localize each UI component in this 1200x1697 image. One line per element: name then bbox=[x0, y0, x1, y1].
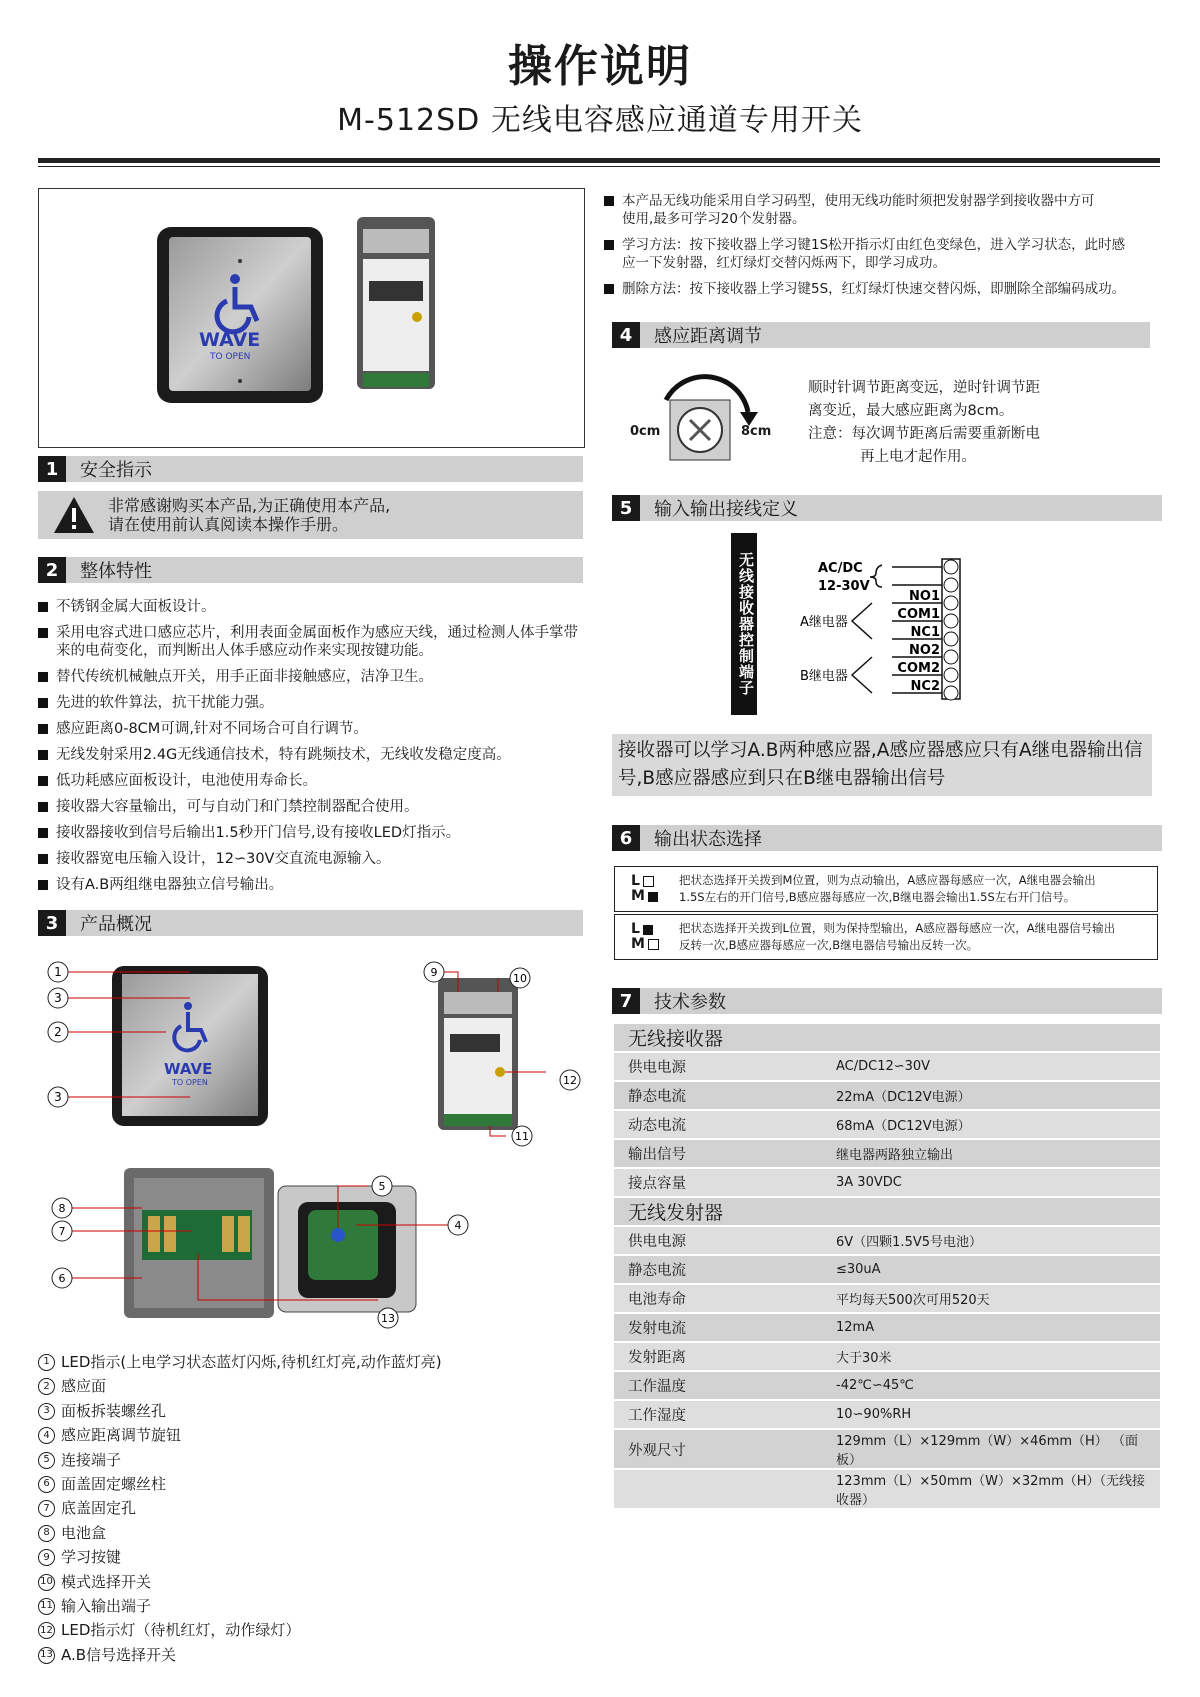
mode-m-line-1: 把状态选择开关拨到M位置，则为点动输出，A感应器每感应一次，A继电器会输出 bbox=[679, 873, 1096, 887]
table-row: 供电电源 6V（四颗1.5V5号电池） bbox=[614, 1226, 1160, 1255]
note-label: 注意： bbox=[808, 426, 852, 442]
distance-description bbox=[808, 377, 1040, 469]
features-list bbox=[38, 598, 583, 902]
table-row: 静态电流 22mA（DC12V电源） bbox=[614, 1081, 1160, 1110]
relay-note: 接收器可以学习A.B两种感应器,A感应器感应只有A继电器输出信号,B感应器感应到只在B继电器输出信号 bbox=[612, 734, 1152, 796]
svg-text:B继电器: B继电器 bbox=[800, 669, 848, 684]
list-item: 设有A.B两组继电器独立信号输出。 bbox=[38, 876, 583, 894]
section-title: 输入输出接线定义 bbox=[654, 499, 798, 520]
distance-line-2: 离变近，最大感应距离为8cm。 bbox=[808, 403, 1014, 419]
section-number: 5 bbox=[612, 495, 640, 521]
section-title: 安全指示 bbox=[80, 460, 152, 481]
note-line-1: 每次调节距离后需要重新断电 bbox=[851, 426, 1040, 442]
table-row: 供电电源 AC/DC12∽30V bbox=[614, 1052, 1160, 1081]
list-item: 删除方法：按下接收器上学习键5S，红灯绿灯快速交替闪烁，即删除全部编码成功。 bbox=[604, 280, 1164, 298]
overview-illustration bbox=[38, 950, 583, 1330]
list-item: 1 LED指示(上电学习状态蓝灯闪烁,待机红灯亮,动作蓝灯亮) bbox=[38, 1350, 583, 1374]
svg-text:3: 3 bbox=[54, 991, 62, 1005]
distance-knob-diagram bbox=[624, 360, 774, 470]
list-item: 3 面板拆装螺丝孔 bbox=[38, 1399, 583, 1423]
table-row: 电池寿命 平均每天500次可用520天 bbox=[614, 1284, 1160, 1313]
header-rule bbox=[38, 158, 1160, 163]
page-title: 操作说明 bbox=[508, 41, 692, 92]
section-number: 2 bbox=[38, 557, 66, 583]
list-item: 学习方法：按下接收器上学习键1S松开指示灯由红色变绿色，进入学习状态，此时感应一下发射器，红灯绿灯交替闪烁两下，即学习成功。 bbox=[604, 236, 1164, 272]
table-row: 123mm（L）×50mm（W）×32mm（H）（无线接收器） bbox=[614, 1469, 1160, 1509]
header-rule-thin bbox=[38, 166, 1160, 167]
table-row: 工作湿度 10∽90%RH bbox=[614, 1400, 1160, 1429]
table-row: 发射电流 12mA bbox=[614, 1313, 1160, 1342]
section-title: 整体特性 bbox=[80, 561, 152, 582]
table-row: 静态电流 ≤30uA bbox=[614, 1255, 1160, 1284]
list-item: 不锈钢金属大面板设计。 bbox=[38, 598, 583, 616]
safety-warning bbox=[38, 491, 583, 539]
svg-text:12: 12 bbox=[563, 1074, 577, 1087]
product-photo-illustration bbox=[39, 189, 584, 447]
overview-toopen-text: TO OPEN bbox=[172, 1078, 208, 1087]
learning-notes bbox=[604, 192, 1164, 306]
section-number: 1 bbox=[38, 456, 66, 482]
spec-table bbox=[614, 1024, 1160, 1510]
svg-text:5: 5 bbox=[378, 1180, 386, 1193]
warning-icon bbox=[52, 495, 96, 535]
svg-text:A继电器: A继电器 bbox=[800, 615, 848, 630]
svg-text:NO2: NO2 bbox=[909, 643, 940, 658]
mode-l-line-2: 反转一次,B感应器每感应一次,B继电器信号输出反转一次。 bbox=[679, 938, 979, 952]
list-item: 低功耗感应面板设计，电池使用寿命长。 bbox=[38, 772, 583, 790]
table-row: 发射距离 大于30米 bbox=[614, 1342, 1160, 1371]
list-item: 采用电容式进口感应芯片，利用表面金属面板作为感应天线，通过检测人体手掌带来的电荷变化，而判断出人体手感应动作来实现按键功能。 bbox=[38, 624, 583, 660]
mode-l-line-1: 把状态选择开关拨到L位置，则为保持型输出，A感应器每感应一次，A继电器信号输出 bbox=[679, 921, 1116, 935]
svg-text:9: 9 bbox=[430, 966, 438, 979]
list-item: 12 LED指示灯（待机红灯，动作绿灯） bbox=[38, 1618, 583, 1642]
warning-line-1: 非常感谢购买本产品,为正确使用本产品, bbox=[108, 496, 391, 515]
svg-text:COM1: COM1 bbox=[897, 607, 940, 622]
mode-m-line-2: 1.5S左右的开门信号,B感应器每感应一次,B继电器会输出1.5S左右开门信号。 bbox=[679, 890, 1076, 904]
svg-text:NC2: NC2 bbox=[910, 679, 940, 694]
svg-text:AC/DC: AC/DC bbox=[818, 561, 863, 576]
section-number: 6 bbox=[612, 825, 640, 851]
section-title: 产品概况 bbox=[80, 914, 152, 935]
svg-text:6: 6 bbox=[58, 1272, 66, 1285]
switch-m-icon: L M bbox=[615, 874, 679, 904]
list-item: 4 感应距离调节旋钮 bbox=[38, 1423, 583, 1447]
list-item: 5 连接端子 bbox=[38, 1448, 583, 1472]
section-3-header bbox=[38, 910, 583, 936]
section-number: 7 bbox=[612, 988, 640, 1014]
overview-wave-text: WAVE bbox=[164, 1060, 213, 1078]
list-item: 7 底盖固定孔 bbox=[38, 1496, 583, 1520]
table-row: 动态电流 68mA（DC12V电源） bbox=[614, 1110, 1160, 1139]
svg-text:NO1: NO1 bbox=[909, 589, 940, 604]
product-photo bbox=[38, 188, 585, 448]
list-item: 本产品无线功能采用自学习码型，使用无线功能时须把发射器学到接收器中方可使用,最多可学习20个发射器。 bbox=[604, 192, 1164, 228]
wiring-diagram bbox=[780, 555, 980, 717]
parts-legend bbox=[38, 1350, 583, 1667]
svg-text:11: 11 bbox=[515, 1130, 529, 1143]
table-row: 输出信号 继电器两路独立输出 bbox=[614, 1139, 1160, 1168]
list-item: 10 模式选择开关 bbox=[38, 1570, 583, 1594]
page-subtitle: M-512SD 无线电容感应通道专用开关 bbox=[337, 103, 863, 138]
svg-text:8: 8 bbox=[58, 1202, 66, 1215]
list-item: 接收器大容量输出，可与自动门和门禁控制器配合使用。 bbox=[38, 798, 583, 816]
switch-l-icon: L M bbox=[615, 922, 679, 952]
section-7-header bbox=[612, 988, 1162, 1014]
product-overview-diagram bbox=[38, 950, 583, 1330]
list-item: 接收器宽电压输入设计，12∽30V交直流电源输入。 bbox=[38, 850, 583, 868]
list-item: 先进的软件算法，抗干扰能力强。 bbox=[38, 694, 583, 712]
svg-text:2: 2 bbox=[54, 1025, 62, 1039]
mode-m-box bbox=[614, 866, 1158, 912]
svg-text:3: 3 bbox=[54, 1090, 62, 1104]
list-item: 8 电池盒 bbox=[38, 1521, 583, 1545]
panel-toopen-text: TO OPEN bbox=[210, 352, 251, 362]
knob-min-label: 0cm bbox=[630, 424, 661, 439]
list-item: 感应距离0-8CM可调,针对不同场合可自行调节。 bbox=[38, 720, 583, 738]
section-6-header bbox=[612, 825, 1162, 851]
table-row: 接点容量 3A 30VDC bbox=[614, 1168, 1160, 1197]
section-5-header bbox=[612, 495, 1162, 521]
list-item: 13 A.B信号选择开关 bbox=[38, 1643, 583, 1667]
svg-text:12-30V: 12-30V bbox=[818, 579, 870, 594]
transmitter-heading: 无线发射器 bbox=[614, 1197, 1160, 1226]
knob-illustration bbox=[624, 360, 774, 470]
warning-line-2: 请在使用前认真阅读本操作手册。 bbox=[108, 515, 349, 534]
table-row: 外观尺寸 129mm（L）×129mm（W）×46mm（H） （面板） bbox=[614, 1429, 1160, 1469]
table-row: 工作温度 -42℃∽45℃ bbox=[614, 1371, 1160, 1400]
section-title: 感应距离调节 bbox=[654, 326, 762, 347]
svg-text:7: 7 bbox=[58, 1225, 66, 1238]
list-item: 替代传统机械触点开关，用手正面非接触感应，洁净卫生。 bbox=[38, 668, 583, 686]
svg-text:10: 10 bbox=[513, 972, 527, 985]
receiver-terminal-label: 无线接收器控制端子 bbox=[731, 533, 757, 715]
panel-wave-text: WAVE bbox=[199, 329, 261, 351]
distance-line-1: 顺时针调节距离变远，逆时针调节距 bbox=[808, 380, 1040, 396]
list-item: 2 感应面 bbox=[38, 1374, 583, 1398]
list-item: 无线发射采用2.4G无线通信技术，特有跳频技术，无线收发稳定度高。 bbox=[38, 746, 583, 764]
section-number: 4 bbox=[612, 322, 640, 348]
receiver-heading: 无线接收器 bbox=[614, 1024, 1160, 1052]
list-item: 接收器接收到信号后输出1.5秒开门信号,设有接收LED灯指示。 bbox=[38, 824, 583, 842]
knob-max-label: 8cm bbox=[741, 424, 772, 439]
section-number: 3 bbox=[38, 910, 66, 936]
section-title: 输出状态选择 bbox=[654, 829, 762, 850]
svg-text:13: 13 bbox=[381, 1312, 395, 1325]
list-item: 11 输入输出端子 bbox=[38, 1594, 583, 1618]
svg-text:4: 4 bbox=[454, 1219, 462, 1232]
section-title: 技术参数 bbox=[654, 992, 726, 1013]
svg-text:COM2: COM2 bbox=[897, 661, 940, 676]
section-1-header bbox=[38, 456, 583, 482]
svg-text:NC1: NC1 bbox=[910, 625, 940, 640]
svg-text:1: 1 bbox=[54, 965, 62, 979]
list-item: 6 面盖固定螺丝柱 bbox=[38, 1472, 583, 1496]
wiring-illustration bbox=[780, 555, 980, 717]
section-2-header bbox=[38, 557, 583, 583]
section-4-header bbox=[612, 322, 1150, 348]
mode-l-box bbox=[614, 914, 1158, 960]
list-item: 9 学习按键 bbox=[38, 1545, 583, 1569]
note-line-2: 再上电才起作用。 bbox=[860, 449, 976, 465]
